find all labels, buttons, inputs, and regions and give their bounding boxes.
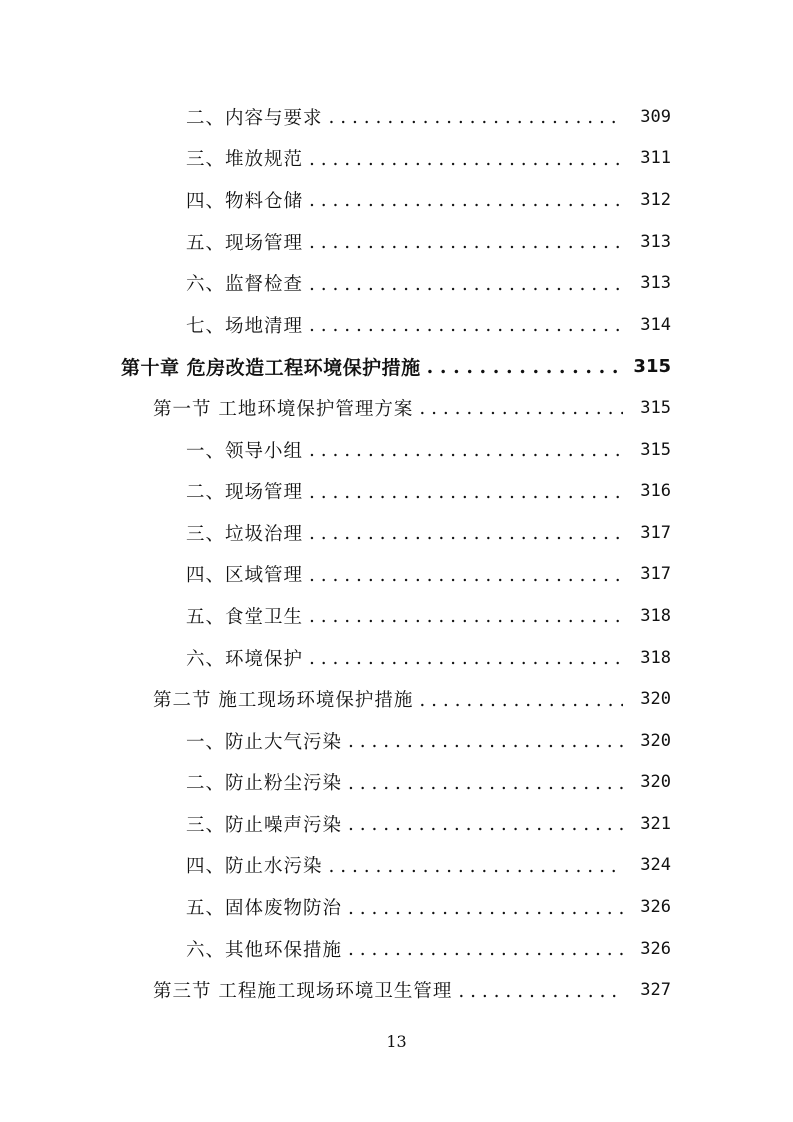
toc-entry-label: 五、固体废物防治 [186,898,343,920]
dot-leader [309,648,623,669]
toc-entry-page-number: 318 [640,647,671,668]
dot-leader [309,565,623,586]
toc-item-entry[interactable] [0,845,793,887]
toc-item-entry[interactable] [0,221,793,263]
toc-entry-page-number: 314 [640,314,671,335]
toc-item-entry[interactable] [0,928,793,970]
dot-leader [309,274,623,295]
toc-entry-row [186,104,671,130]
toc-section-entry[interactable] [0,387,793,429]
dot-leader [348,898,623,919]
toc-entry-label: 六、环境保护 [186,648,304,670]
toc-entry-page-number: 318 [640,605,671,626]
toc-entry-row [186,852,671,878]
toc-entry-page-number: 320 [640,772,671,793]
toc-item-entry[interactable] [0,429,793,471]
toc-entry-label: 六、其他环保措施 [186,939,343,961]
dot-leader [309,149,623,170]
toc-entry-row [186,187,671,213]
toc-entry-row [153,395,671,421]
toc-item-entry[interactable] [0,803,793,845]
dot-leader [329,856,623,877]
toc-item-entry[interactable] [0,96,793,138]
toc-section-entry[interactable] [0,678,793,720]
toc-entry-row [186,520,671,546]
toc-entry-label: 四、防止水污染 [186,856,323,878]
toc-entry-row [186,312,671,338]
toc-entry-row [121,353,671,380]
dot-leader [419,690,623,711]
toc-entry-page-number: 312 [640,189,671,210]
dot-leader [309,190,623,211]
toc-entry-page-number: 317 [640,564,671,585]
toc-entry-label: 四、物料仓储 [186,190,304,212]
dot-leader [309,232,623,253]
toc-entry-row [186,603,671,629]
toc-chapter-entry[interactable] [0,346,793,388]
toc-entry-label: 七、场地清理 [186,315,304,337]
toc-entry-row [186,229,671,255]
toc-entry-label: 二、现场管理 [186,482,304,504]
toc-entry-row [153,977,671,1003]
toc-item-entry[interactable] [0,720,793,762]
toc-item-entry[interactable] [0,637,793,679]
toc-item-entry[interactable] [0,762,793,804]
toc-entry-row [186,769,671,795]
dot-leader [309,315,623,336]
dot-leader [348,939,623,960]
dot-leader [427,356,623,378]
toc-entry-label: 二、内容与要求 [186,107,323,129]
toc-item-entry[interactable] [0,304,793,346]
dot-leader [309,606,623,627]
page-number: 13 [386,1032,407,1051]
toc-entry-label: 三、防止噪声污染 [186,814,343,836]
toc-entry-label: 第十章 危房改造工程环境保护措施 [121,356,421,379]
toc-item-entry[interactable] [0,179,793,221]
toc-item-entry[interactable] [0,886,793,928]
toc-entry-label: 六、监督检查 [186,274,304,296]
toc-entry-label: 一、领导小组 [186,440,304,462]
toc-entry-label: 四、区域管理 [186,565,304,587]
dot-leader [348,814,623,835]
toc-entry-row [186,561,671,587]
dot-leader [309,523,623,544]
toc-item-entry[interactable] [0,595,793,637]
toc-entry-label: 三、堆放规范 [186,149,304,171]
toc-entry-label: 第三节 工程施工现场环境卫生管理 [153,981,453,1003]
toc-entry-row [153,686,671,712]
dot-leader [348,773,623,794]
toc-entry-label: 第一节 工地环境保护管理方案 [153,398,414,420]
toc-entry-page-number: 316 [640,481,671,502]
toc-entry-page-number: 320 [640,730,671,751]
toc-entry-label: 五、现场管理 [186,232,304,254]
toc-entry-label: 二、防止粉尘污染 [186,773,343,795]
dot-leader [419,398,623,419]
toc-entry-page-number: 326 [640,897,671,918]
dot-leader [458,981,623,1002]
toc-entry-page-number: 326 [640,938,671,959]
toc-entry-row [186,936,671,962]
toc-entry-row [186,437,671,463]
toc-item-entry[interactable] [0,262,793,304]
table-of-contents [0,96,793,1011]
toc-entry-page-number: 309 [640,106,671,127]
toc-entry-label: 三、垃圾治理 [186,523,304,545]
toc-entry-page-number: 317 [640,522,671,543]
toc-entry-row [186,645,671,671]
dot-leader [309,440,623,461]
toc-entry-row [186,270,671,296]
toc-entry-page-number: 327 [640,980,671,1001]
toc-entry-page-number: 313 [640,231,671,252]
toc-section-entry[interactable] [0,969,793,1011]
dot-leader [348,731,623,752]
toc-item-entry[interactable] [0,470,793,512]
toc-entry-row [186,811,671,837]
toc-entry-label: 五、食堂卫生 [186,606,304,628]
toc-entry-row [186,145,671,171]
toc-entry-page-number: 315 [640,439,671,460]
toc-item-entry[interactable] [0,512,793,554]
toc-entry-label: 一、防止大气污染 [186,731,343,753]
toc-entry-row [186,894,671,920]
toc-entry-label: 第二节 施工现场环境保护措施 [153,690,414,712]
dot-leader [329,107,623,128]
toc-entry-page-number: 315 [640,397,671,418]
toc-entry-page-number: 320 [640,689,671,710]
toc-entry-page-number: 315 [633,355,671,377]
toc-entry-row [186,728,671,754]
toc-entry-page-number: 313 [640,273,671,294]
toc-item-entry[interactable] [0,138,793,180]
toc-entry-page-number: 324 [640,855,671,876]
toc-entry-row [186,478,671,504]
dot-leader [309,482,623,503]
toc-entry-page-number: 321 [640,813,671,834]
toc-item-entry[interactable] [0,554,793,596]
toc-entry-page-number: 311 [640,148,671,169]
